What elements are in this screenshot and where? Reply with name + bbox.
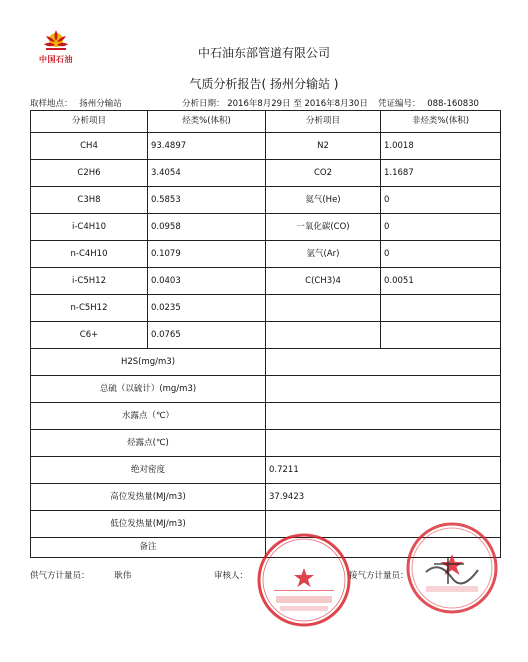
table-row <box>31 160 501 187</box>
component-name-2 <box>266 295 381 322</box>
hydrocarbon-value: 0.5853 <box>148 187 266 214</box>
component-name: C3H8 <box>31 187 148 214</box>
property-row <box>31 403 501 430</box>
component-name: CH4 <box>31 133 148 160</box>
non-hydrocarbon-value: 0 <box>381 214 501 241</box>
non-hydrocarbon-value: 0 <box>381 241 501 268</box>
date-label: 分析日期： <box>182 99 225 109</box>
analysis-date <box>182 97 368 109</box>
analysis-table <box>30 110 501 558</box>
property-label: H2S(mg/m3) <box>31 349 266 376</box>
hydrocarbon-value: 0.0235 <box>148 295 266 322</box>
non-hydrocarbon-value <box>381 322 501 349</box>
hydrocarbon-value: 93.4897 <box>148 133 266 160</box>
property-value: 37.9423 <box>266 484 501 511</box>
hydrocarbon-value: 0.0403 <box>148 268 266 295</box>
property-label: 低位发热量(MJ/m3) <box>31 511 266 538</box>
hydrocarbon-value: 0.0958 <box>148 214 266 241</box>
property-value <box>266 349 501 376</box>
property-label: 烃露点(℃) <box>31 430 266 457</box>
component-name-2: 一氧化碳(CO) <box>266 214 381 241</box>
auditor-label: 审核人： <box>214 571 249 581</box>
supplier-label: 供气方计量员： <box>30 571 90 581</box>
property-label: 高位发热量(MJ/m3) <box>31 484 266 511</box>
property-row <box>31 457 501 484</box>
component-name-2: CO2 <box>266 160 381 187</box>
property-row <box>31 376 501 403</box>
header-item-2: 分析项目 <box>266 111 381 133</box>
component-name-2: 氩气(Ar) <box>266 241 381 268</box>
supplier-name: 耿伟 <box>114 571 132 581</box>
receiver-signature <box>349 569 409 581</box>
property-value <box>266 376 501 403</box>
location-label: 取样地点： <box>30 99 73 109</box>
non-hydrocarbon-value <box>381 295 501 322</box>
non-hydrocarbon-value: 1.1687 <box>381 160 501 187</box>
location-value: 扬州分输站 <box>79 99 122 109</box>
hydrocarbon-value: 3.4054 <box>148 160 266 187</box>
supplier-signature <box>30 569 131 581</box>
table-row <box>31 241 501 268</box>
property-value <box>266 403 501 430</box>
component-name-2: 氦气(He) <box>266 187 381 214</box>
non-hydrocarbon-value: 0 <box>381 187 501 214</box>
property-label: 总硫（以硫计）(mg/m3) <box>31 376 266 403</box>
property-label: 水露点（℃） <box>31 403 266 430</box>
receiver-metering-seal <box>404 520 500 616</box>
property-row <box>31 430 501 457</box>
hydrocarbon-value: 0.1079 <box>148 241 266 268</box>
auditor-signature <box>214 569 248 581</box>
receiver-label: 接气方计量员： <box>349 571 409 581</box>
component-name: n-C4H10 <box>31 241 148 268</box>
component-name: C6+ <box>31 322 148 349</box>
non-hydrocarbon-value: 0.0051 <box>381 268 501 295</box>
table-row <box>31 187 501 214</box>
table-header-row <box>31 111 501 133</box>
cert-label: 凭证编号： <box>378 99 421 109</box>
table-row <box>31 322 501 349</box>
table-row <box>31 133 501 160</box>
component-name: i-C5H12 <box>31 268 148 295</box>
certificate-number <box>378 97 479 109</box>
logo-text: 中国石油 <box>39 55 73 64</box>
header-item: 分析项目 <box>31 111 148 133</box>
component-name-2: C(CH3)4 <box>266 268 381 295</box>
component-name: i-C4H10 <box>31 214 148 241</box>
header-hydrocarbon: 烃类%(体积) <box>148 111 266 133</box>
non-hydrocarbon-value: 1.0018 <box>381 133 501 160</box>
report-title: 气质分析报告( 扬州分输站 ) <box>189 77 339 91</box>
table-row <box>31 295 501 322</box>
sampling-location <box>30 97 122 109</box>
property-label: 绝对密度 <box>31 457 266 484</box>
component-name-2 <box>266 322 381 349</box>
property-value <box>266 430 501 457</box>
property-row <box>31 349 501 376</box>
component-name: C2H6 <box>31 160 148 187</box>
component-name-2: N2 <box>266 133 381 160</box>
remark-label: 备注 <box>31 538 266 558</box>
cert-value: 088-160830 <box>427 99 479 109</box>
property-value: 0.7211 <box>266 457 501 484</box>
component-name: n-C5H12 <box>31 295 148 322</box>
table-row <box>31 214 501 241</box>
date-value: 2016年8月29日 至 2016年8月30日 <box>227 99 368 109</box>
header-non-hydrocarbon: 非烃类%(体积) <box>381 111 501 133</box>
property-row <box>31 484 501 511</box>
pipeline-metering-seal <box>256 532 352 628</box>
table-row <box>31 268 501 295</box>
hydrocarbon-value: 0.0765 <box>148 322 266 349</box>
company-name: 中石油东部管道有限公司 <box>197 46 330 60</box>
